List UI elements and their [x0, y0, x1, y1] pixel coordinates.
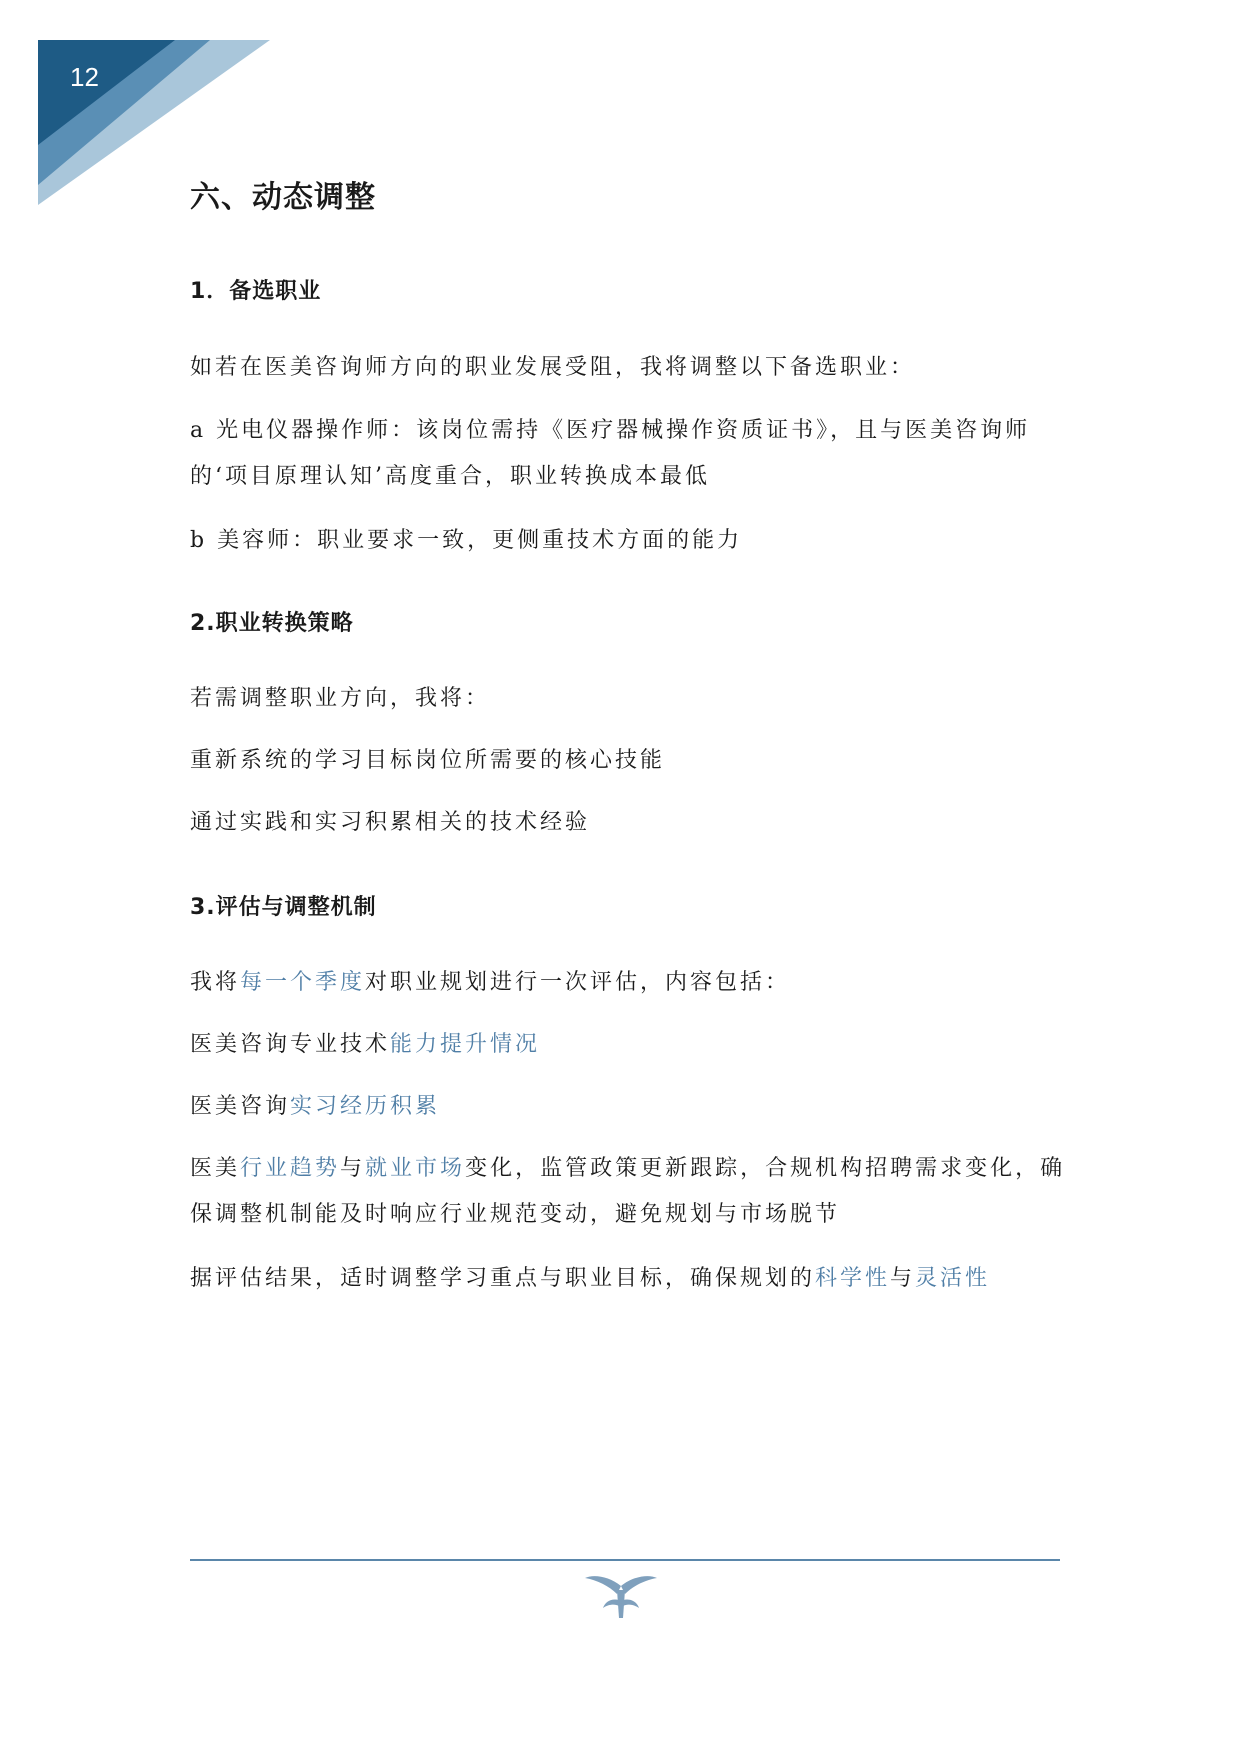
subsection-heading-2: 2.职业转换策略: [190, 611, 354, 636]
list-item-a: a 光电仪器操作师：该岗位需持《医疗器械操作资质证书》，且与医美咨询师的‘项目原理认知’高度重合，职业转换成本最低: [190, 418, 1031, 489]
paragraph: 如若在医美咨询师方向的职业发展受阻，我将调整以下备选职业：: [190, 355, 916, 380]
subsection-heading-1: 1．备选职业: [190, 279, 322, 304]
text-run: 据评估结果，适时调整学习重点与职业目标，确保规划的: [190, 1266, 816, 1291]
section-title: 六、动态调整: [190, 180, 376, 215]
list-item: [190, 1022, 1070, 1068]
highlight-text: 灵活性: [915, 1266, 991, 1291]
list-item: [190, 1256, 1070, 1302]
footer-divider: [190, 1559, 1060, 1561]
text-run: 医美咨询专业技术: [190, 1032, 391, 1057]
list-item: [190, 1084, 1070, 1130]
leaf-emblem-icon: [583, 1572, 659, 1624]
list-item: [190, 1146, 1070, 1238]
paragraph: 若需调整职业方向，我将：: [190, 686, 491, 711]
text-run: 医美: [190, 1156, 241, 1181]
list-item: 通过实践和实习积累相关的技术经验: [190, 810, 591, 835]
highlight-text: 能力提升情况: [390, 1032, 541, 1057]
highlight-text: 就业市场: [365, 1156, 466, 1181]
text-run: 我将: [190, 970, 241, 995]
highlight-text: 实习经历积累: [290, 1094, 441, 1119]
text-run: 医美咨询: [190, 1094, 291, 1119]
text-run: 与: [340, 1156, 366, 1181]
text-run: 与: [890, 1266, 916, 1291]
list-item: 重新系统的学习目标岗位所需要的核心技能: [190, 748, 666, 773]
text-run: 变化，监管政策更新跟踪，合规机构招聘需求变化，确保调整机制能及时响应行业规范变动，避免规划与市场脱节: [190, 1156, 1066, 1227]
highlight-text: 科学性: [815, 1266, 891, 1291]
highlight-text: 每一个季度: [240, 970, 366, 995]
subsection-heading-3: 3.评估与调整机制: [190, 895, 377, 920]
page-number: 12: [70, 62, 99, 92]
paragraph: [190, 960, 1070, 1006]
list-item-b: b 美容师：职业要求一致，更侧重技术方面的能力: [190, 528, 743, 553]
highlight-text: 行业趋势: [240, 1156, 341, 1181]
text-run: 对职业规划进行一次评估，内容包括：: [365, 970, 791, 995]
